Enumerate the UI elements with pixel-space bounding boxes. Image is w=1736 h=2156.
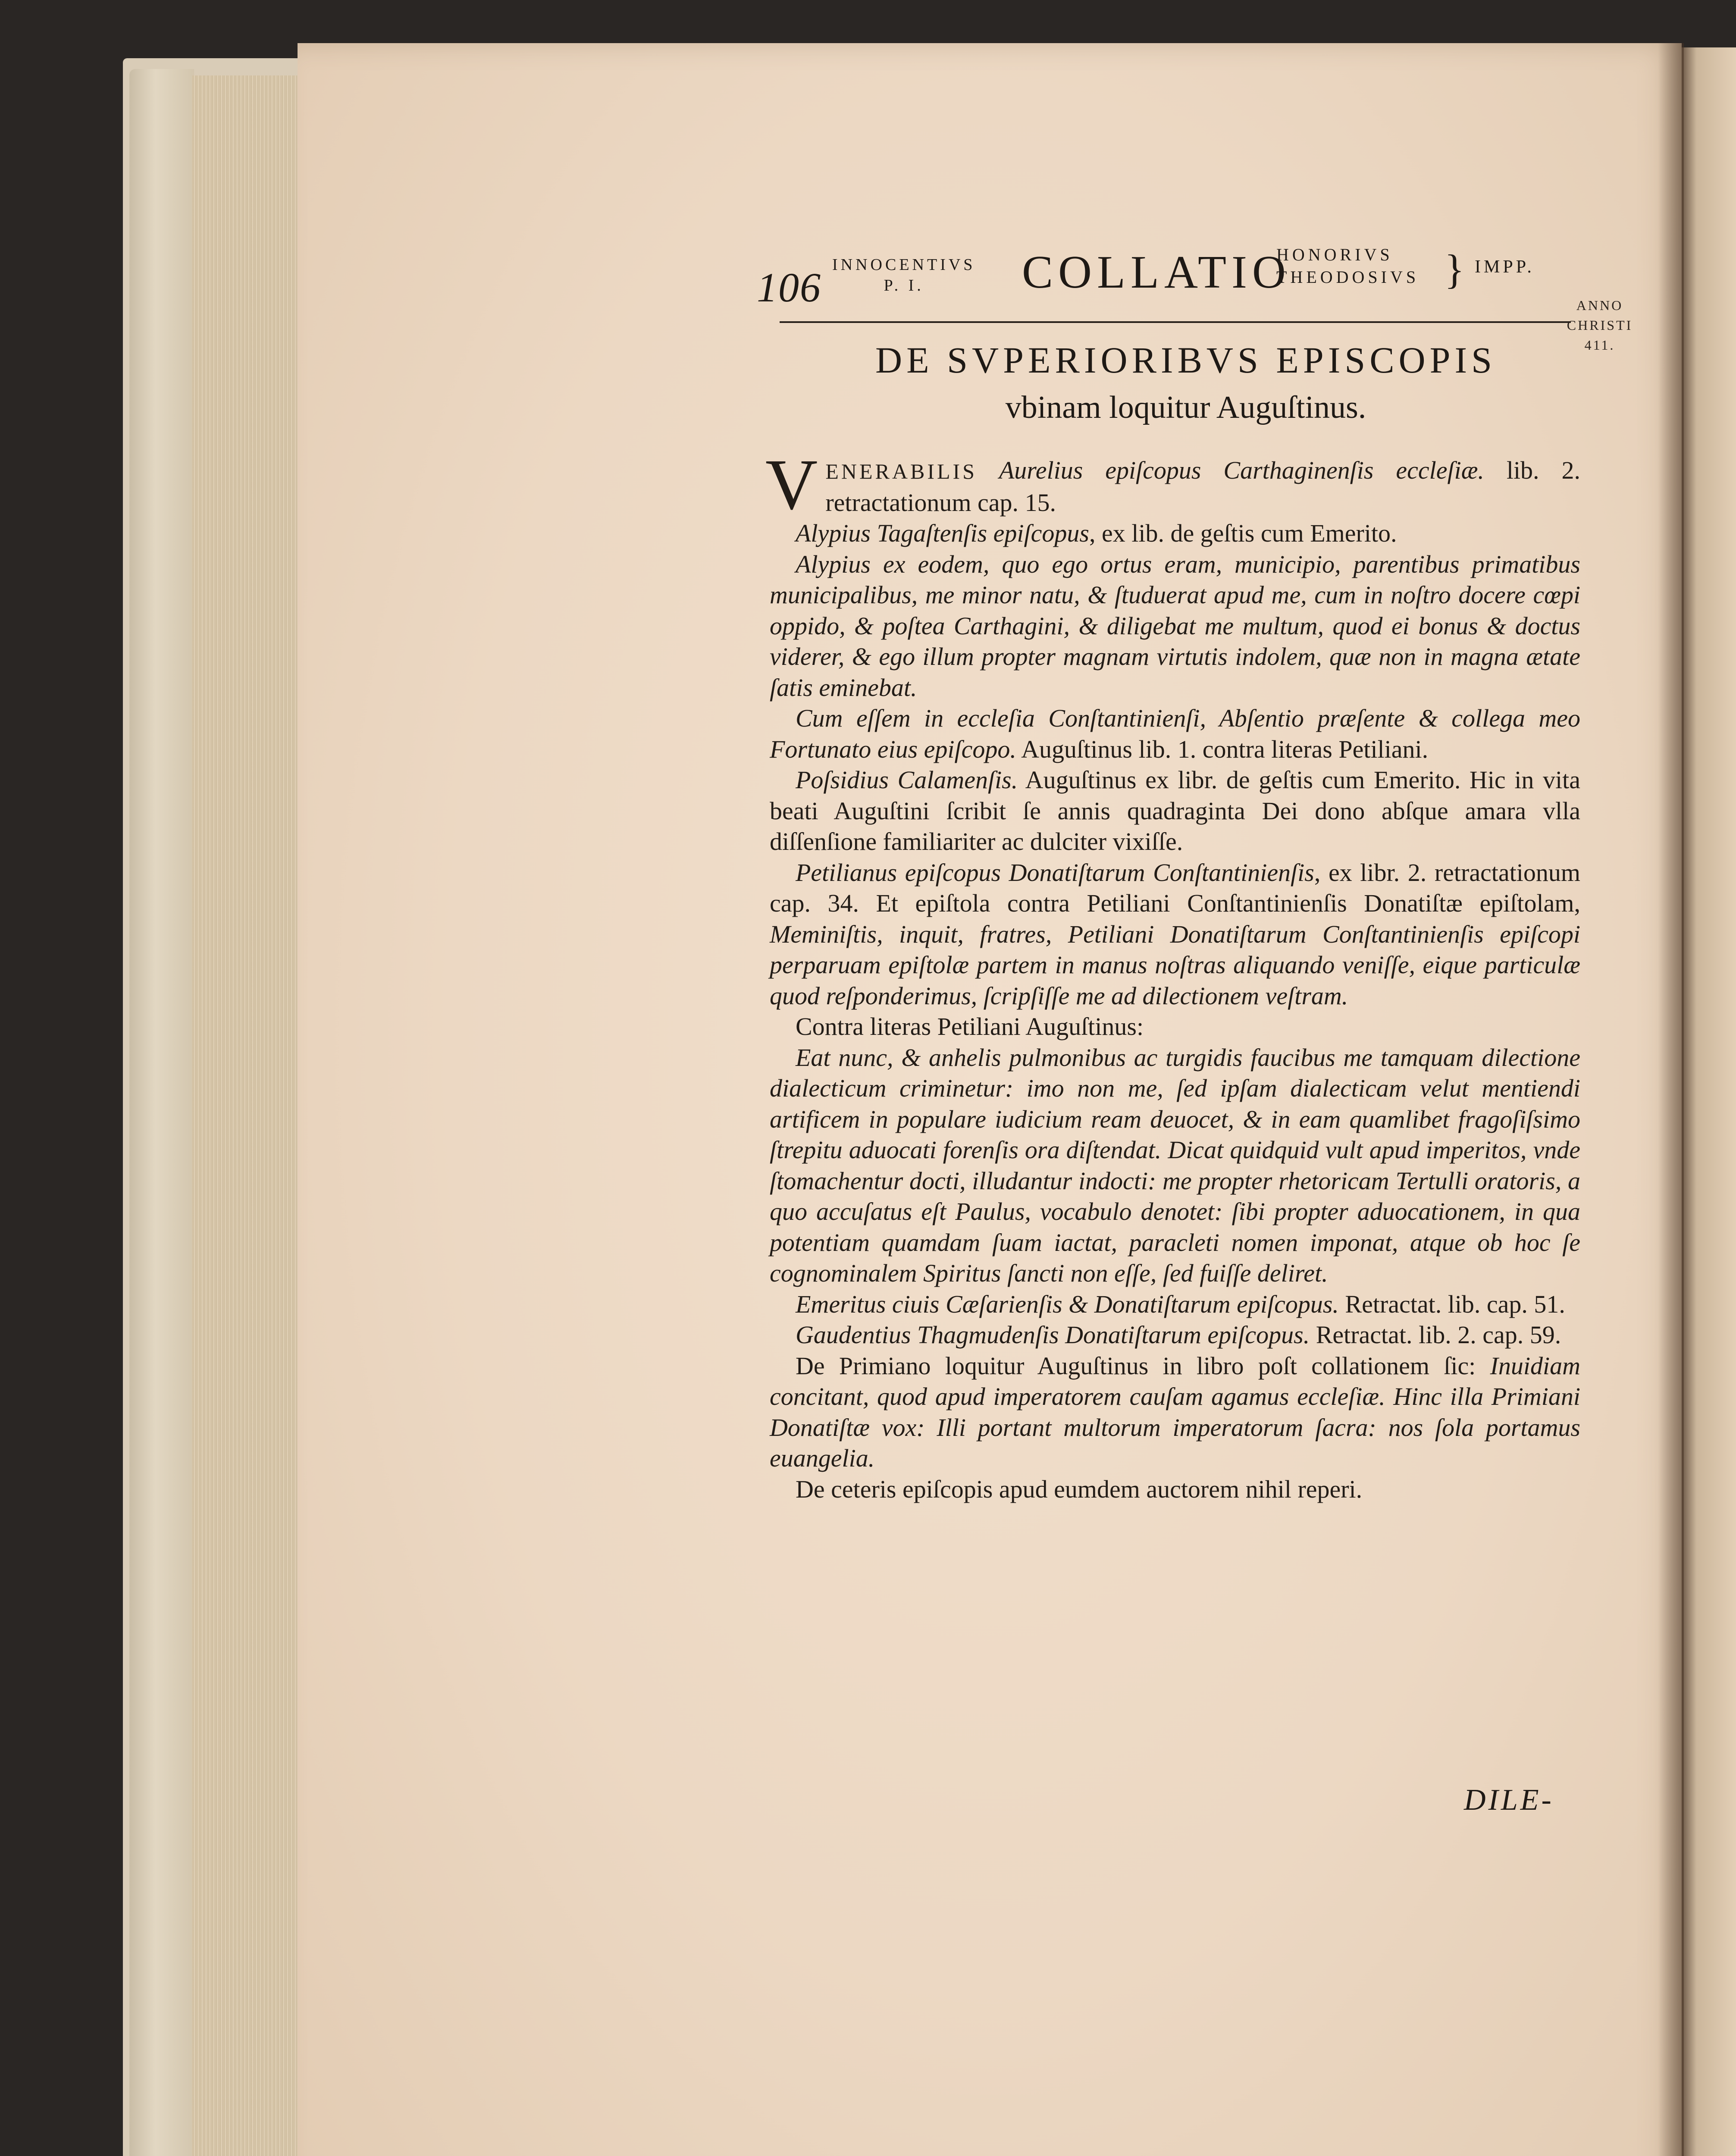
paragraph-6-italic: Petilianus epiſcopus Donatiſtarum Conſtantinienſis: [796, 858, 1314, 887]
page-number: 106: [757, 264, 821, 310]
facing-page-edge: [1680, 47, 1736, 2156]
paragraph-5: [770, 765, 1580, 857]
paragraph-11-roman: De Primiano loquitur Auguſtinus in libro poſt collationem ſic:: [796, 1351, 1490, 1380]
catchword: DILE-: [1464, 1783, 1554, 1817]
header-pope-number: P. I.: [884, 276, 924, 295]
paragraph-10-italic: Gaudentius Thagmudenſis Donatiſtarum epiſcopus.: [796, 1321, 1310, 1349]
paragraph-2-roman: , ex lib. de geſtis cum Emerito.: [1089, 519, 1397, 547]
paragraph-12: [770, 1474, 1580, 1505]
margin-note-line-1: ANNO: [1576, 298, 1623, 313]
paragraph-12-roman: De ceteris epiſcopis apud eumdem auctorem nihil reperi.: [796, 1475, 1363, 1503]
header-impp: IMPP.: [1475, 257, 1535, 277]
paragraph-1-roman: lib. 2. retractationum cap. 15.: [825, 456, 1580, 517]
paragraph-5-italic: Poſsidius Calamenſis.: [796, 766, 1018, 794]
paragraph-2: [770, 518, 1580, 549]
section-title-sub: vbinam loquitur Auguſtinus.: [1005, 390, 1366, 425]
paragraph-6-quote: Meminiſtis, inquit, fratres, Petiliani Donatiſtarum Conſtantinienſis epiſcopi perparuam epiſtolæ partem in manus noſtras aliquando veniſſe, eique particulæ quod reſponderimus, ſcripſiſſe me ad dilectionem veſtram.: [770, 920, 1580, 1010]
header-brace: }: [1445, 246, 1465, 292]
header-pope-name: INNOCENTIVS: [832, 256, 976, 274]
paragraph-9-roman: Retractat. lib. cap. 51.: [1338, 1290, 1565, 1318]
paragraph-4: [770, 703, 1580, 765]
paragraph-8: [770, 1042, 1580, 1289]
paragraph-1-italic: Aurelius epiſcopus Carthaginenſis eccleſiæ.: [977, 456, 1484, 484]
margin-note-line-2: CHRISTI: [1567, 317, 1633, 333]
paragraph-3: [770, 549, 1580, 703]
paragraph-3-italic: Alypius ex eodem, quo ego ortus eram, municipio, parentibus primatibus municipalibus, me minor natu, & ſtuduerat apud me, cum in noſtro docere cœpi oppido, & poſtea Carthagini, & diligebat me multum, quod ei bonus & doctus viderer, & ego illum propter magnam virtutis indolem, quæ non in magna ætate ſatis eminebat.: [770, 550, 1580, 702]
paragraph-4-italic: Cum eſſem in eccleſia Conſtantinienſi, Abſentio præſente & collega meo Fortunato eius epiſcopo.: [770, 704, 1580, 763]
paragraph-2-italic: Alypius Tagaſtenſis epiſcopus: [796, 519, 1089, 547]
section-title: [776, 334, 1595, 429]
left-binding-leaf: [129, 69, 194, 2156]
paragraph-7: [770, 1011, 1580, 1042]
header-emperor-2: THEODOSIVS: [1276, 267, 1420, 287]
paragraph-4-roman: Auguſtinus lib. 1. contra literas Petiliani.: [1016, 735, 1429, 763]
header-emperors: [1276, 244, 1419, 288]
header-title: COLLATIO: [1022, 247, 1291, 298]
page-edges: [192, 75, 298, 2156]
paragraph-10-roman: Retractat. lib. 2. cap. 59.: [1310, 1321, 1561, 1349]
paragraph-1: [765, 445, 1580, 525]
margin-note-line-3: 411.: [1584, 337, 1615, 353]
paragraph-8-italic: Eat nunc, & anhelis pulmonibus ac turgidis faucibus me tamquam dilectione dialecticum criminetur: imo non me, ſed ipſam dialecticam velut mentiendi artificem in populare iudicium ream deuocet, & in eam quamlibet fragoſiſsimo ſtrepitu aduocati forenſis ora diſtendat. Dicat quidquid vult apud imperitos, vnde ſtomachentur docti, illudantur indocti: me propter rhetoricam Tertulli oratoris, a quo accuſatus eſt Paulus, vocabulo denotet: ſibi propter aduocationem, in qua potentiam quamdam ſuam iactat, paracleti nomen imponat, atque ob hoc ſe cognominalem Spiritus ſancti non eſſe, ſed fuiſſe deliret.: [770, 1043, 1580, 1287]
body-text: [765, 445, 1580, 1504]
gutter-shadow: [1658, 43, 1684, 2156]
paragraph-9-italic: Emeritus ciuis Cæſarienſis & Donatiſtarum epiſcopus.: [796, 1290, 1339, 1318]
drop-cap: V: [765, 445, 818, 525]
paragraph-11: [770, 1351, 1580, 1474]
header-emperor-1: HONORIVS: [1276, 245, 1393, 264]
paragraph-7-roman: Contra literas Petiliani Auguſtinus:: [796, 1012, 1144, 1040]
running-header: [757, 235, 1580, 308]
header-rule: [780, 321, 1571, 323]
paragraph-9: [770, 1289, 1580, 1320]
section-title-main: DE SVPERIORIBVS EPISCOPIS: [875, 339, 1496, 381]
paragraph-10: [770, 1319, 1580, 1351]
header-pope: [832, 254, 975, 296]
paragraph-11-italic: Inuidiam concitant, quod apud imperatorem cauſam agamus eccleſiæ. Hinc illa Primiani Donatiſtæ vox: Illi portant multorum imperatorum ſacra: nos ſola portamus euangelia.: [770, 1351, 1580, 1472]
opening-caps: ENERABILIS: [825, 459, 977, 483]
paragraph-5-roman: Auguſtinus ex libr. de geſtis cum Emerito. Hic in vita beati Auguſtini ſcribit ſe annis quadraginta Dei dono abſque amara vlla diſſenſione familiariter ac dulciter vixiſſe.: [770, 766, 1580, 856]
paragraph-6: [770, 857, 1580, 1012]
paragraph-6-roman: , ex libr. 2. retractationum cap. 34. Et epiſtola contra Petiliani Conſtantinienſis Donatiſtæ epiſtolam,: [770, 858, 1580, 917]
